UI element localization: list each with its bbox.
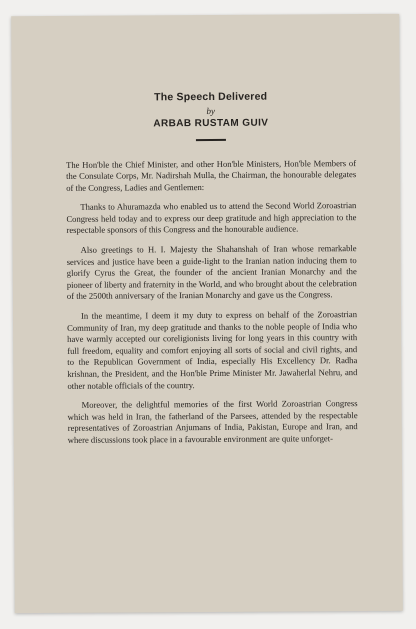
title-divider xyxy=(196,139,226,141)
speech-title: The Speech Delivered xyxy=(154,90,268,104)
speech-content xyxy=(66,90,358,454)
paragraph-memories: Moreover, the delightful memories of the first World Zoroastrian Congress which was held in Iran, the fatherland of the Parsees, attended by the respectable representatives of Zoroastrian Anjumans of India, Pakistan, Europe and Iran, and where discussions took place in a favourable environment are quite unforget- xyxy=(67,398,358,445)
salutation: The Hon'ble the Chief Minister, and other Hon'ble Ministers, Hon'ble Members of the Consulate Corps, Mr. Nadirshah Mulla, the Chairman, the honourable delegates of the Congress, Ladies and Gentlemen: xyxy=(66,157,357,193)
speech-body xyxy=(66,158,358,447)
paragraph-gratitude: In the meantime, I deem it my duty to express on behalf of the Zoroastrian Community of Iran, my deep gratitude and thanks to the noble people of India who have warmly accepted our coreligionists living for long years in this country with full freedom, equality and comfort enjoying all sorts of social and civil rights, and to the Republican Government of India, especially His Excellency Dr. Radha krishnan, the President, and the Hon'ble Prime Minister Mr. Jawaherlal Nehru, and other notable officials of the country. xyxy=(67,309,358,391)
paragraph-greetings: Also greetings to H. I. Majesty the Shahanshah of Iran whose remarkable services and justice have been a guide-light to the Iranian nation inducing them to glorify Cyrus the Great, the founder of the ancient Iranian Monarchy and the pioneer of liberty and fraternity in the World, and who brought about the celebration of the 2500th anniversary of the Iranian Monarchy and gave us the Congress. xyxy=(66,243,357,302)
speech-byline: by xyxy=(206,105,216,116)
document-page xyxy=(11,14,403,613)
speech-author: ARBAB RUSTAM GUIV xyxy=(153,117,269,130)
paragraph-thanks: Thanks to Ahuramazda who enabled us to attend the Second World Zoroastrian Congress held today and to express our deep gratitude and high appreciation to the respectable sponsors of this Congress and the honourable audience. xyxy=(66,200,357,236)
